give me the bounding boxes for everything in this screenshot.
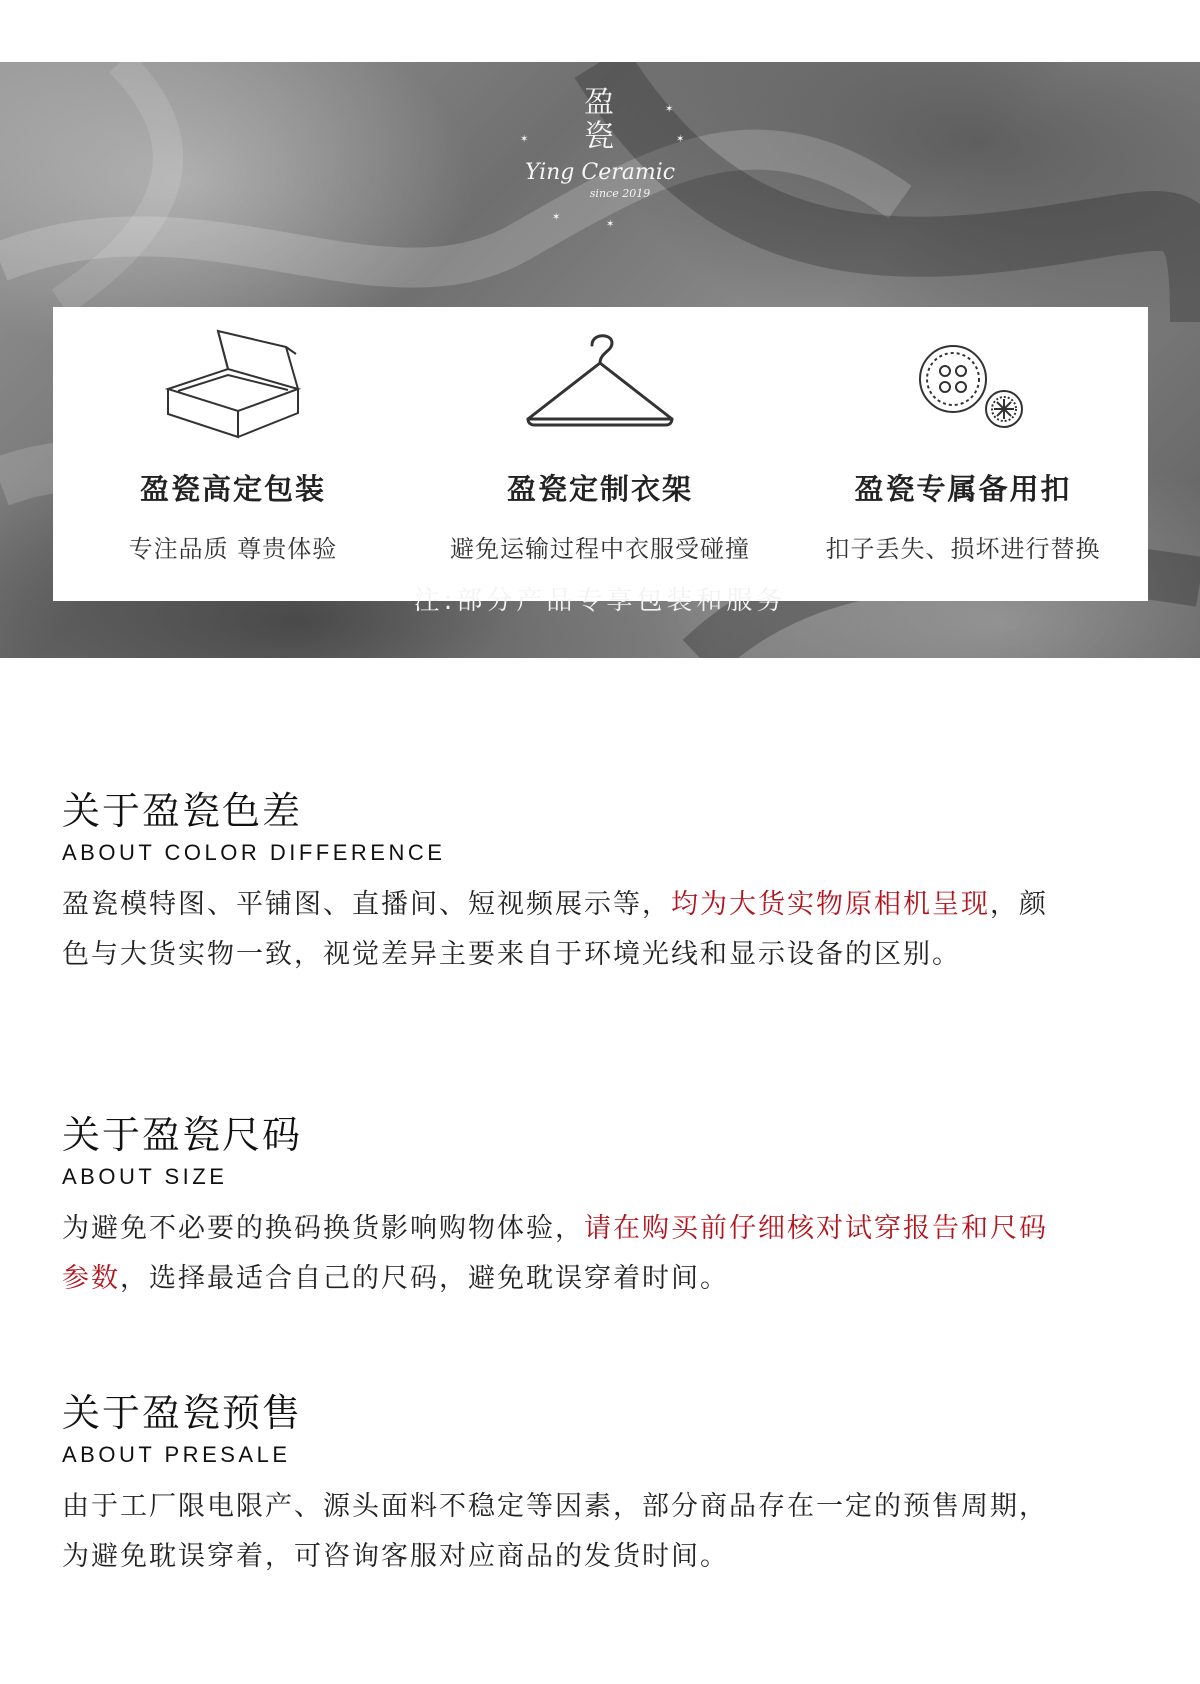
section-text: 由于工厂限电限产、源头面料不稳定等因素，部分商品存在一定的预售周期，为避免耽误穿着，可咨询客服对应商品的发货时间。 <box>62 1491 1048 1572</box>
section-subtitle: ABOUT PRESALE <box>62 1442 291 1467</box>
feature-hanger <box>420 307 780 601</box>
svg-text:✶: ✶ <box>606 219 615 230</box>
svg-text:✶: ✶ <box>676 134 685 145</box>
section-text <box>62 1204 1072 1304</box>
services-card <box>53 307 1148 601</box>
feature-subtitle: 专注品质 尊贵体验 <box>128 535 338 563</box>
text-normal: 盈瓷模特图、平铺图、直播间、短视频展示等， <box>62 889 671 920</box>
box-icon <box>53 329 413 449</box>
feature-subtitle: 避免运输过程中衣服受碰撞 <box>450 535 750 563</box>
section-text <box>62 880 1072 980</box>
banner-note: 注:部分产品专享包装和服务 <box>413 586 787 616</box>
feature-title: 盈瓷定制衣架 <box>506 472 693 506</box>
svg-text:✶: ✶ <box>665 104 674 115</box>
section-size <box>62 1112 1142 1304</box>
text-normal: 为避免不必要的换码换货影响购物体验， <box>62 1213 584 1244</box>
section-subtitle: ABOUT COLOR DIFFERENCE <box>62 840 446 865</box>
svg-text:✶: ✶ <box>520 134 529 145</box>
feature-buttons <box>783 307 1143 601</box>
section-title: 关于盈瓷预售 <box>62 1391 303 1435</box>
text-normal: ，颜色与大货实物一致，视觉差异主要来自于环境光线和显示设备的区别。 <box>62 889 1048 970</box>
button-icon <box>783 329 1143 449</box>
text-normal: ，选择最适合自己的尺码，避免耽误穿着时间。 <box>120 1263 729 1294</box>
logo-script: Ying Ceramic <box>524 160 676 185</box>
logo-character-top: 盈 <box>584 85 616 120</box>
text-highlight: 均为大货实物原相机呈现 <box>671 889 990 920</box>
hero-banner <box>0 62 1200 658</box>
hanger-icon <box>420 329 780 449</box>
section-subtitle: ABOUT SIZE <box>62 1164 228 1189</box>
section-title: 关于盈瓷尺码 <box>62 1113 303 1157</box>
feature-packaging <box>53 307 413 601</box>
feature-subtitle: 扣子丢失、损坏进行替换 <box>825 535 1101 563</box>
section-presale <box>62 1390 1142 1582</box>
logo-character-bottom: 瓷 <box>584 119 616 154</box>
text-highlight: 请在购买前仔细核对试穿报告和尺码参数 <box>62 1213 1048 1294</box>
section-color-difference <box>62 788 1142 980</box>
feature-title: 盈瓷高定包装 <box>139 472 326 506</box>
logo-since: since 2019 <box>589 187 651 200</box>
logo-stars-decoration <box>0 62 1200 302</box>
feature-title: 盈瓷专属备用扣 <box>854 472 1072 506</box>
section-title: 关于盈瓷色差 <box>62 789 303 833</box>
svg-text:✶: ✶ <box>552 212 561 223</box>
